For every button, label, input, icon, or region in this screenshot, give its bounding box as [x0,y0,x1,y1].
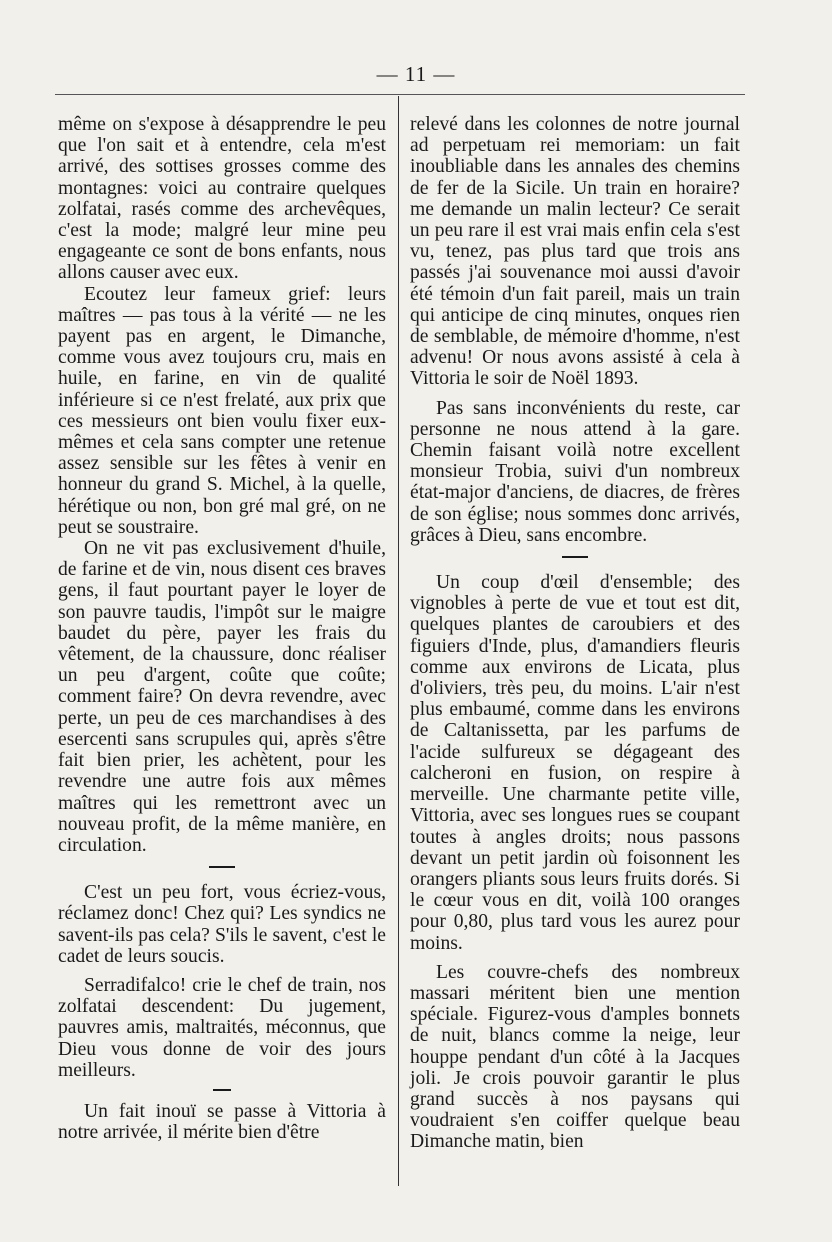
section-separator [209,866,235,868]
right-column [410,114,740,1153]
left-paragraph-5: Serradifalco! crie le chef de train, nos zolfatai descendent: Du jugement, pauvres amis, maltraités, méconnus, que Dieu vous donne de voir des jours meilleurs. [58,974,386,1081]
header-rule [55,94,745,95]
right-paragraph-1: relevé dans les colonnes de notre journal ad perpetuam rei memoriam: un fait inoubliable dans les annales des chemins de fer de la Sicile. Un train en horaire? me demande un malin lecteur? Ce serait un peu rare il est vrai mais enfin cela s'est vu, tenez, pas plus tard que trois ans passés j'ai souvenance moi aussi d'avoir été témoin d'un fait pareil, mais un train qui anticipe de cinq minutes, onques rien de semblable, de mémoire d'homme, n'est advenu! Or nous avons assisté à cela à Vittoria le soir de Noël 1893. [410,114,740,390]
section-separator [562,556,588,558]
right-paragraph-4: Les couvre-chefs des nombreux massari méritent bien une mention spéciale. Figurez-vous d'amples bonnets de nuit, blancs comme la neige, leur houppe pendant d'un côté à la Jacques joli. Je crois pouvoir garantir le plus grand succès à nos paysans qui voudraient s'en coiffer quelque beau Dimanche matin, bien [410,961,740,1153]
left-paragraph-3: On ne vit pas exclusivement d'huile, de farine et de vin, nous disent ces braves gens, il faut pourtant payer le loyer de son pauvre taudis, l'impôt sur le maigre baudet du père, payer les frais du vêtement, de la chaussure, donc réaliser un peu d'argent, coûte que coûte; comment faire? On devra revendre, avec perte, un peu de ces marchandises à des esercenti sans scrupules qui, après s'être fait bien prier, les achètent, pour les revendre une autre fois aux mêmes maîtres qui les remettront avec un nouveau profit, de la même manière, en circulation. [58,538,386,856]
section-separator [213,1089,231,1091]
page-number: — 11 — [376,62,456,86]
column-divider [398,96,399,1186]
right-paragraph-3: Un coup d'œil d'ensemble; des vignobles à perte de vue et tout est dit, quelques plantes de caroubiers et des figuiers d'Inde, plus, d'amandiers fleuris comme aux environs de Licata, plus d'oliviers, très peu, du moins. L'air n'est plus embaumé, comme dans les environs de Caltanissetta, par les parfums de l'acide sulfureux se dégageant des calcheroni en fusion, on respire à merveille. Une charmante petite ville, Vittoria, avec ses longues rues se coupant toutes à angles droits; nous passons devant un petit jardin où foisonnent les orangers pliants sous leurs fruits dorés. Si le cœur vous en dit, voilà 100 oranges pour 0,80, plus tard vous les aurez pour moins. [410,572,740,954]
left-paragraph-2: Ecoutez leur fameux grief: leurs maîtres — pas tous à la vérité — ne les payent pas en argent, le Dimanche, comme vous avez toujours cru, mais en huile, en farine, en vin de qualité inférieure si ce n'est frelaté, aux prix que ces messieurs ont bien voulu fixer eux-mêmes et cela sans compter une retenue assez sensible sur les fêtes à venir en honneur du grand S. Michel, à la quelle, hérétique ou non, bon gré mal gré, on ne peut se soustraire. [58,283,386,538]
left-paragraph-4: C'est un peu fort, vous écriez-vous, réclamez donc! Chez qui? Les syndics ne savent-ils pas cela? S'ils le savent, c'est le cadet de leurs soucis. [58,882,386,967]
right-paragraph-2: Pas sans inconvénients du reste, car personne ne nous attend à la gare. Chemin faisant voilà notre excellent monsieur Trobia, suivi d'un nombreux état-major d'anciens, de diacres, de frères de son église; nous sommes donc arrivés, grâces à Dieu, sans encombre. [410,397,740,546]
left-paragraph-6: Un fait inouï se passe à Vittoria à notre arrivée, il mérite bien d'être [58,1100,386,1144]
left-column [58,114,386,1143]
left-paragraph-1: même on s'expose à désapprendre le peu que l'on sait et à entendre, cela m'est arrivé, des sottises grosses comme des montagnes: voici au contraire quelques zolfatai, rasés comme des archevêques, c'est la mode; malgré leur mine peu engageante ce sont de bons enfants, nous allons causer avec eux. [58,114,386,284]
